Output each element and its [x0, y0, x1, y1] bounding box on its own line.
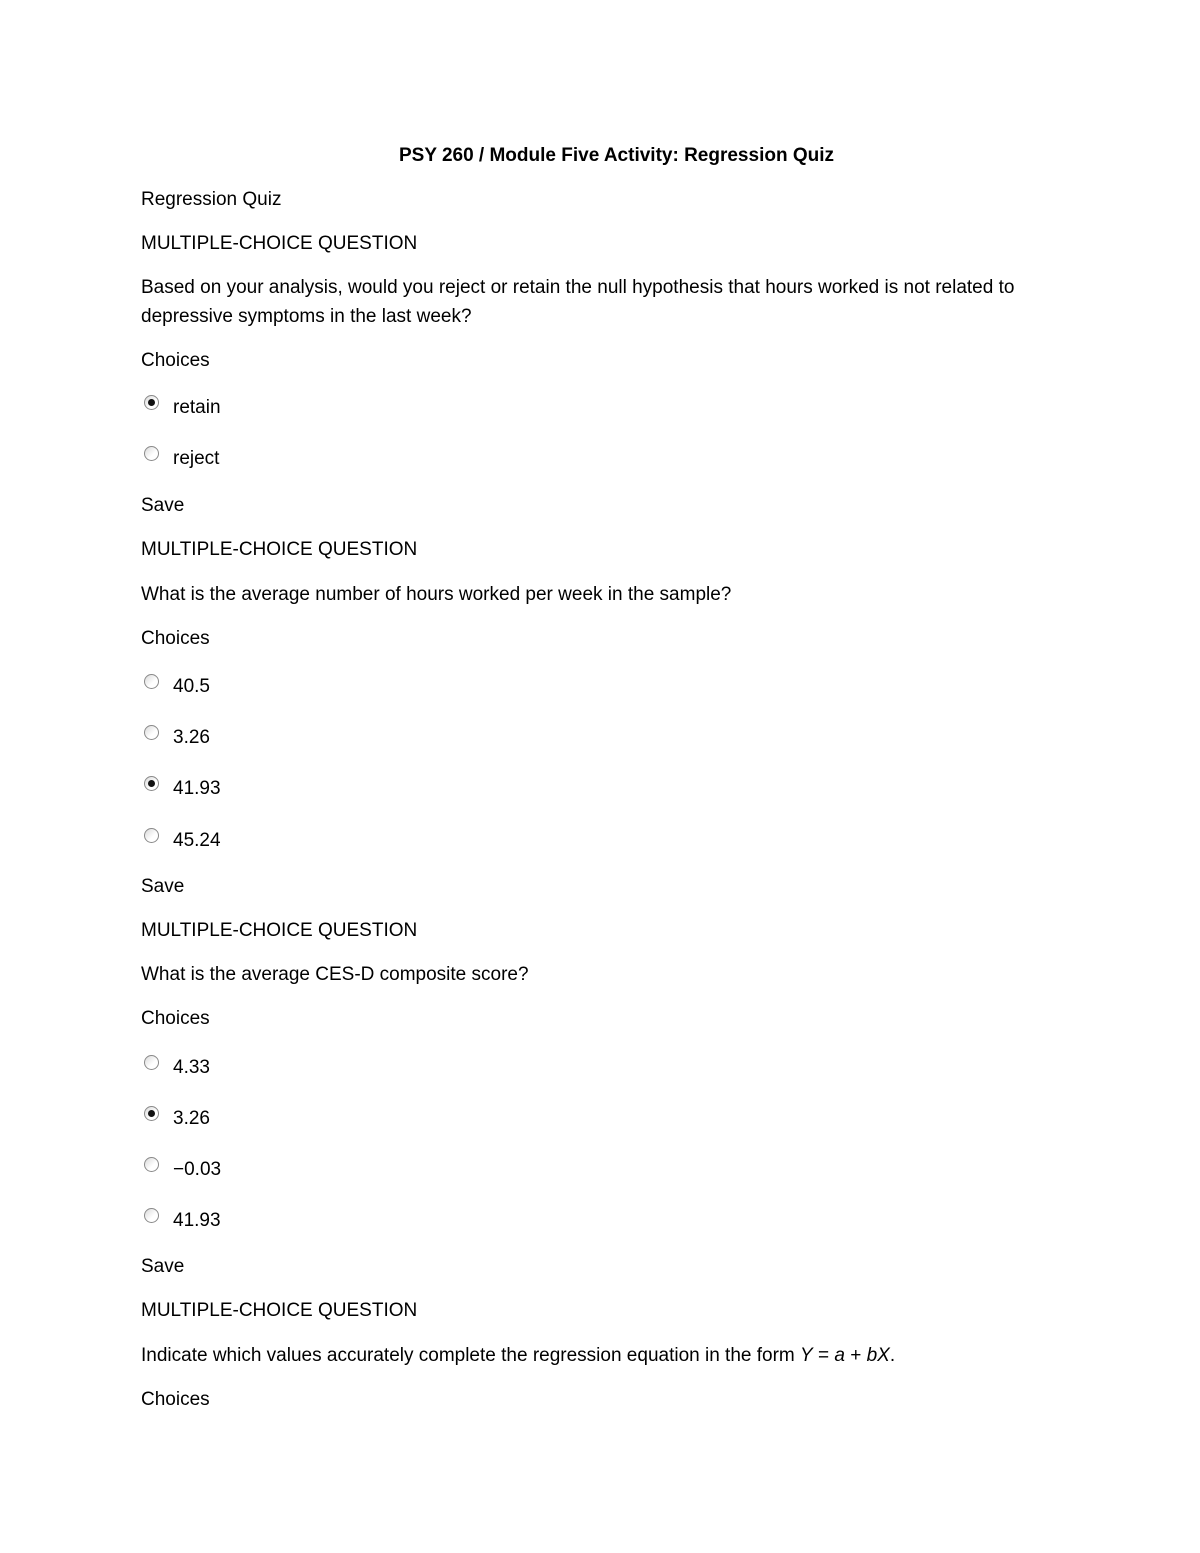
equation-y: Y: [800, 1345, 813, 1366]
question-3-save-button[interactable]: Save: [141, 1256, 185, 1277]
question-4-text: [141, 1342, 895, 1370]
question-3-choices-label: Choices: [141, 1008, 210, 1029]
choice-label: 3.26: [173, 1108, 210, 1129]
question-1-text: Based on your analysis, would you reject or retain the null hypothesis that hours worked is not related to depressive symptoms in the last week?: [141, 277, 1015, 327]
equation-end: .: [889, 1345, 896, 1366]
question-1-save-button[interactable]: Save: [141, 495, 185, 516]
radio-unselected-icon[interactable]: [144, 1208, 159, 1223]
choice-label: −0.03: [173, 1159, 222, 1180]
choice-label: 45.24: [173, 830, 221, 851]
question-4-type: MULTIPLE-CHOICE QUESTION: [141, 1300, 418, 1321]
equation-equals: =: [812, 1345, 835, 1366]
question-4-choices-label: Choices: [141, 1389, 210, 1410]
question-4-text-prefix: Indicate which values accurately complete the regression equation in the form: [141, 1345, 801, 1366]
choice-label: 41.93: [173, 1210, 221, 1231]
radio-unselected-icon[interactable]: [144, 674, 159, 689]
choice-label: 4.33: [173, 1057, 210, 1078]
radio-unselected-icon[interactable]: [144, 828, 159, 843]
radio-selected-icon[interactable]: [144, 1106, 159, 1121]
question-2-text: What is the average number of hours worked per week in the sample?: [141, 584, 732, 605]
quiz-subtitle: Regression Quiz: [141, 189, 282, 210]
page-title: PSY 260 / Module Five Activity: Regression Quiz: [398, 145, 834, 166]
question-3-type: MULTIPLE-CHOICE QUESTION: [141, 920, 418, 941]
question-1-choices-label: Choices: [141, 350, 210, 371]
choice-label: 3.26: [173, 727, 210, 748]
radio-unselected-icon[interactable]: [144, 725, 159, 740]
question-3-text: What is the average CES-D composite score?: [141, 964, 529, 985]
equation-bx: bX: [866, 1345, 890, 1366]
choice-label: 40.5: [173, 676, 210, 697]
choice-label: reject: [173, 448, 220, 469]
question-2-save-button[interactable]: Save: [141, 876, 185, 897]
radio-unselected-icon[interactable]: [144, 446, 159, 461]
radio-selected-icon[interactable]: [144, 776, 159, 791]
choice-label: retain: [173, 397, 221, 418]
equation-plus: +: [844, 1345, 867, 1366]
equation-a: a: [834, 1345, 845, 1366]
radio-selected-icon[interactable]: [144, 395, 159, 410]
question-1-type: MULTIPLE-CHOICE QUESTION: [141, 233, 418, 254]
radio-unselected-icon[interactable]: [144, 1055, 159, 1070]
radio-unselected-icon[interactable]: [144, 1157, 159, 1172]
question-2-choices-label: Choices: [141, 628, 210, 649]
question-2-type: MULTIPLE-CHOICE QUESTION: [141, 539, 418, 560]
choice-label: 41.93: [173, 778, 221, 799]
